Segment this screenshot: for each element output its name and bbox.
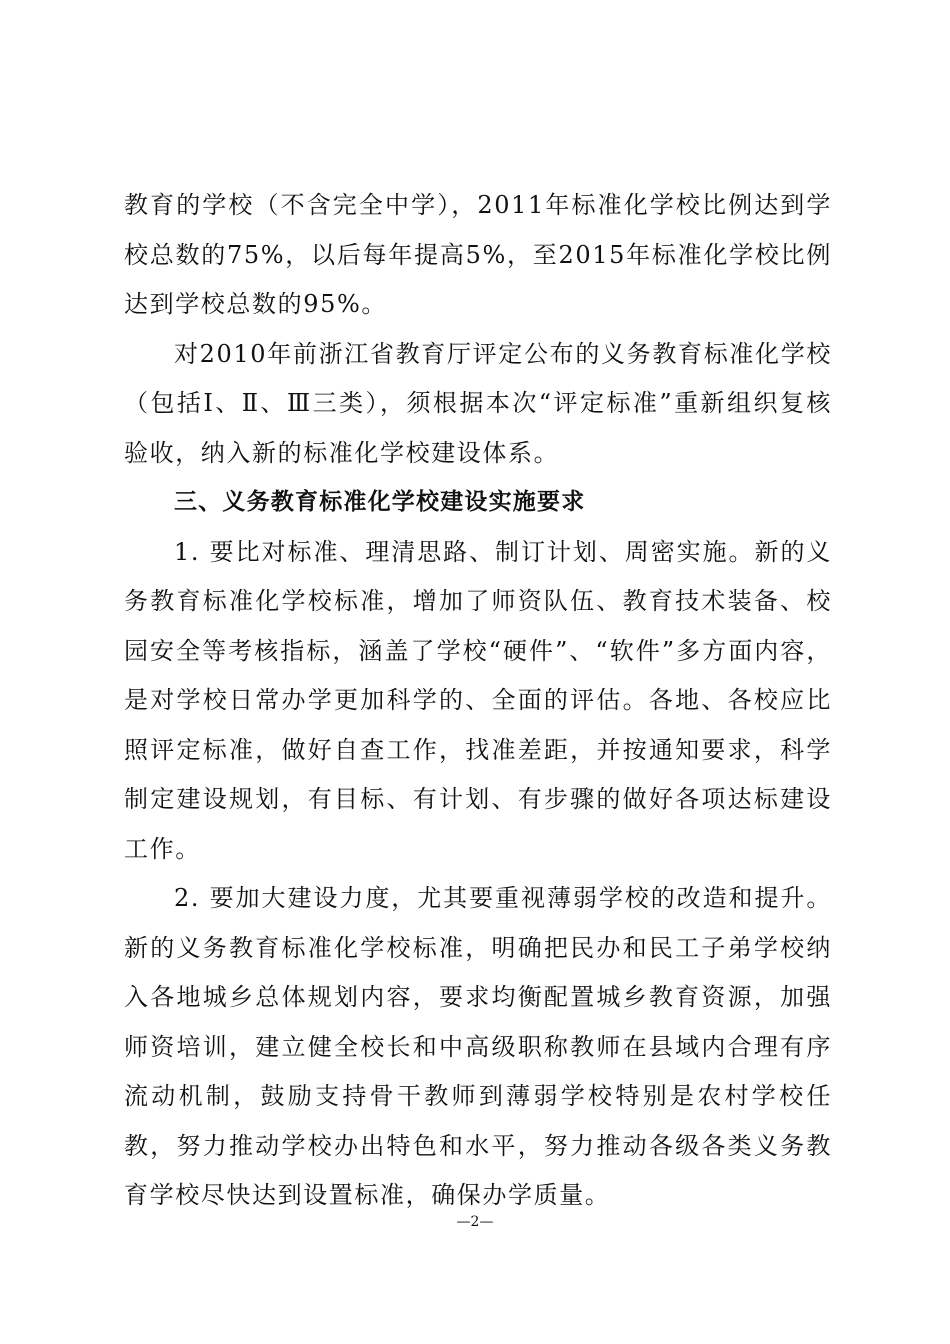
document-body bbox=[124, 181, 832, 1221]
paragraph-continuation: 教育的学校（不含完全中学），2011年标准化学校比例达到学校总数的75%，以后每年提高5%，至2015年标准化学校比例达到学校总数的95%。 bbox=[124, 191, 832, 318]
section-heading: 三、义务教育标准化学校建设实施要求 bbox=[174, 489, 586, 515]
paragraph-reexamination: 对2010年前浙江省教育厅评定公布的义务教育标准化学校（包括Ⅰ、Ⅱ、Ⅲ三类），须根据本次“评定标准”重新组织复核验收，纳入新的标准化学校建设体系。 bbox=[124, 339, 832, 467]
paragraph-requirement-1: 1. 要比对标准、理清思路、制订计划、周密实施。新的义务教育标准化学校标准，增加了师资队伍、教育技术装备、校园安全等考核指标，涵盖了学校“硬件”、“软件”多方面内容，是对学校日常办学更加科学的、全面的评估。各地、各校应比照评定标准，做好自查工作，找准差距，并按通知要求，科学制定建设规划，有目标、有计划、有步骤的做好各项达标建设工作。 bbox=[124, 537, 832, 863]
page-number: —2— bbox=[456, 1214, 494, 1230]
paragraph-requirement-2: 2. 要加大建设力度，尤其要重视薄弱学校的改造和提升。新的义务教育标准化学校标准，明确把民办和民工子弟学校纳入各地城乡总体规划内容，要求均衡配置城乡教育资源，加强师资培训，建立健全校长和中高级职称教师在县域内合理有序流动机制，鼓励支持骨干教师到薄弱学校特别是农村学校任教，努力推动学校办出特色和水平，努力推动各级各类义务教育学校尽快达到设置标准，确保办学质量。 bbox=[124, 884, 832, 1209]
